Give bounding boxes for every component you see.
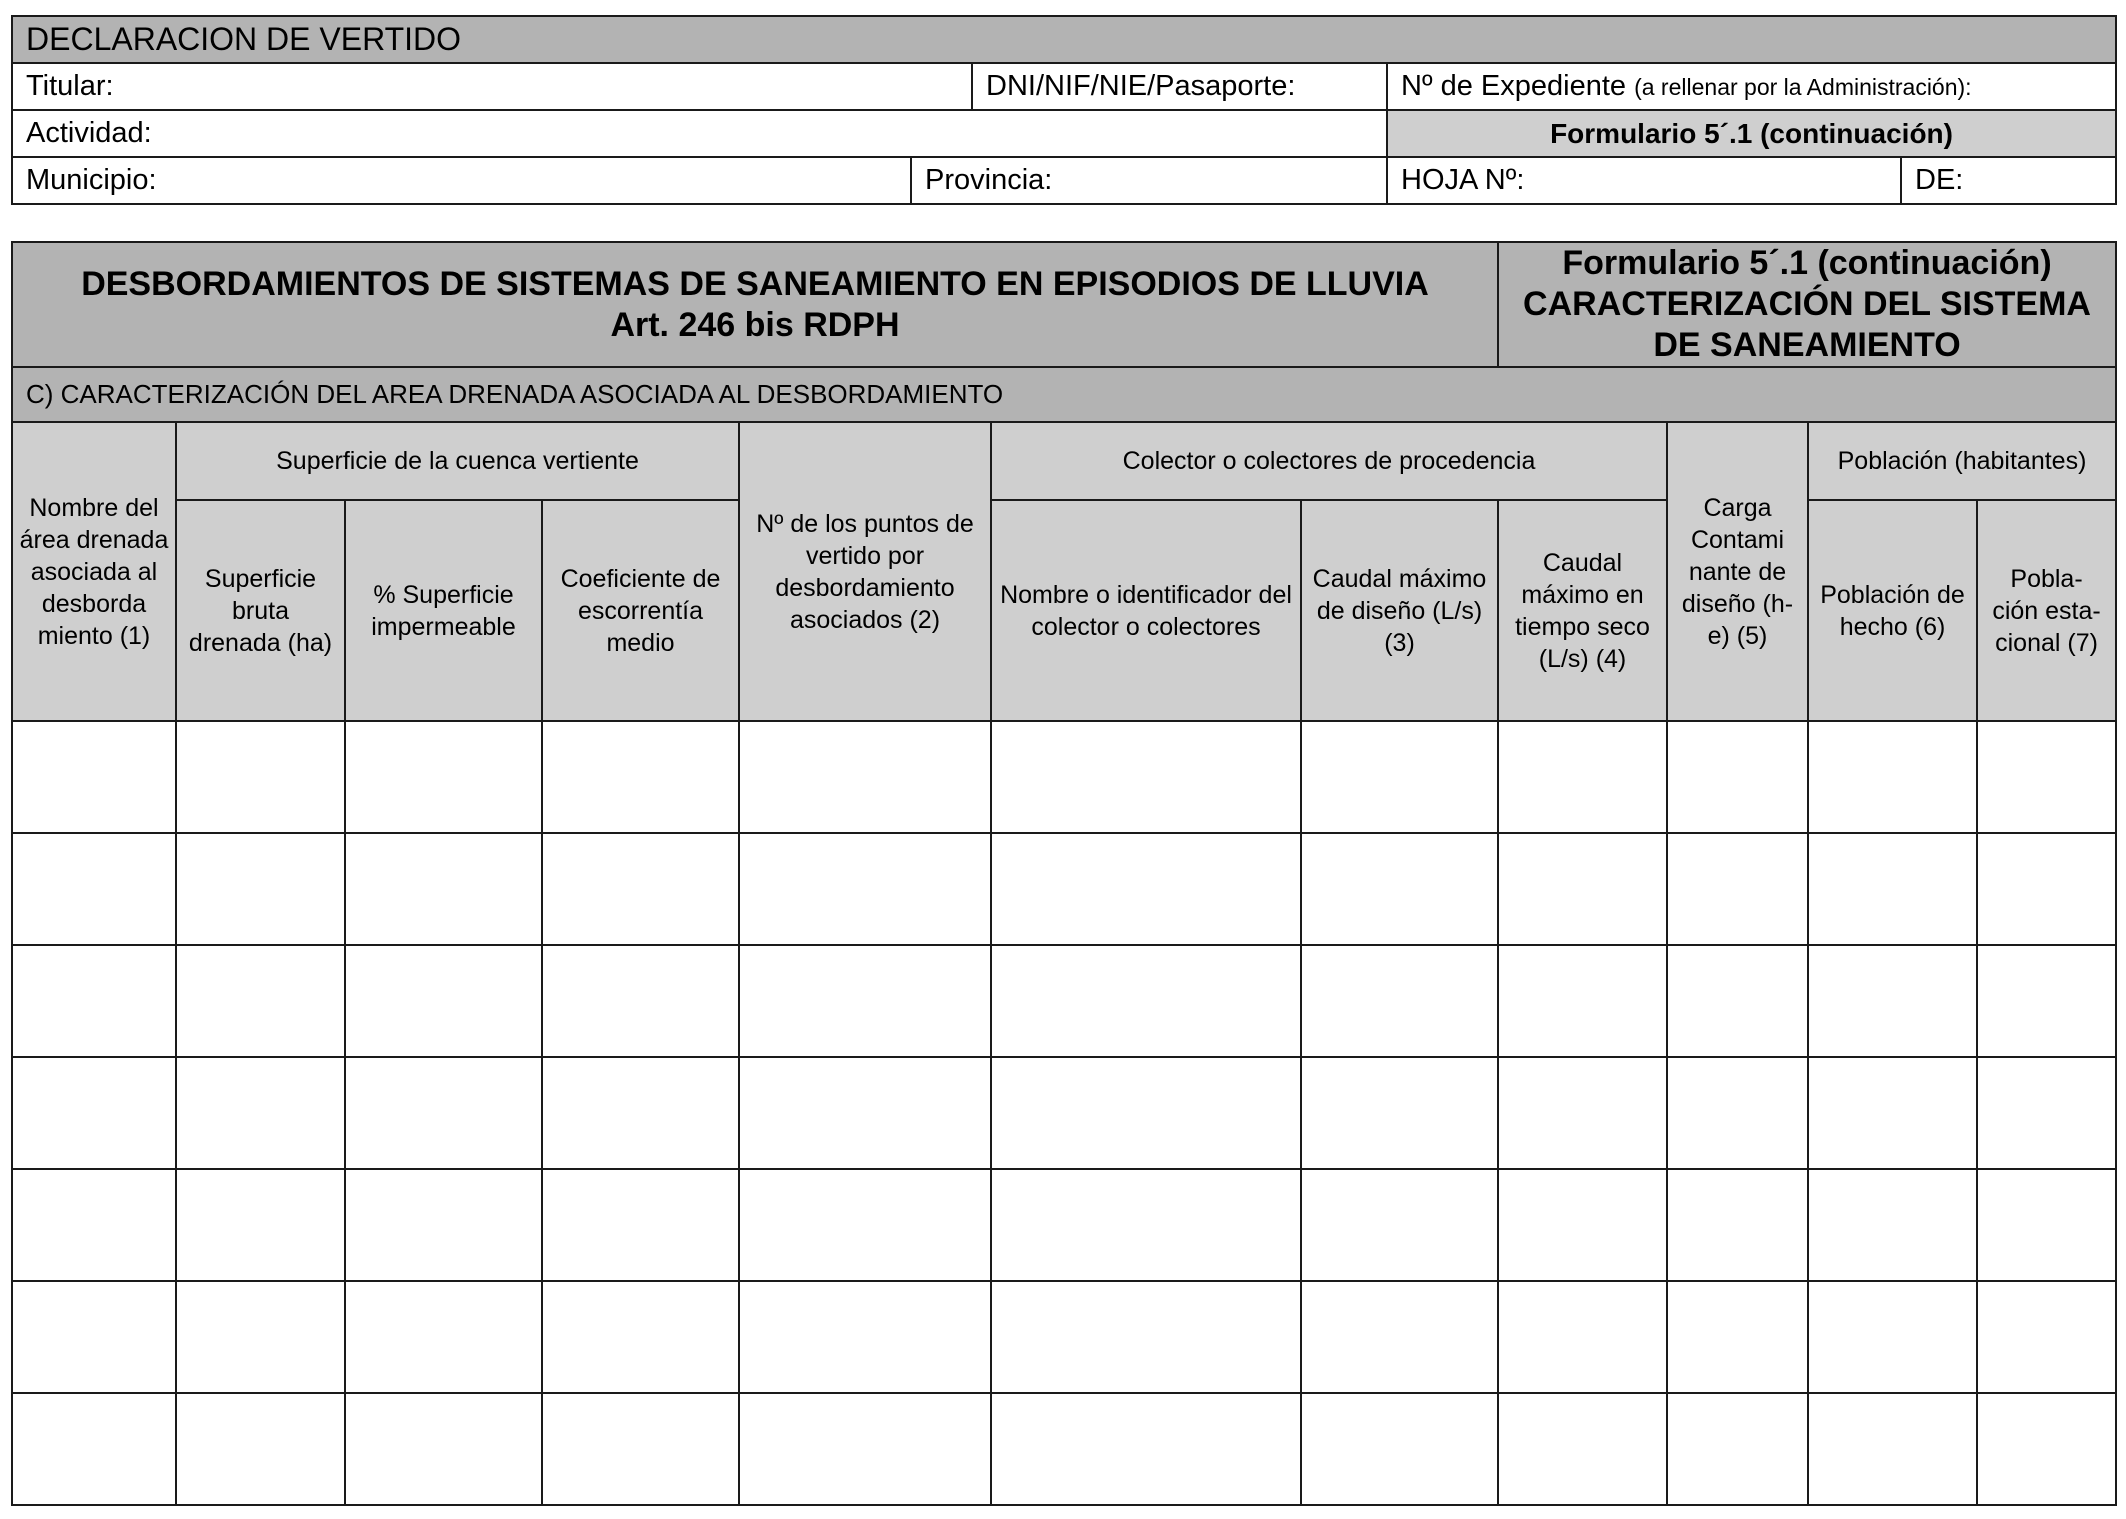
table-cell[interactable] [176, 1057, 345, 1169]
table-cell[interactable] [1301, 1393, 1498, 1505]
titular-field[interactable] [12, 63, 972, 110]
table-cell[interactable] [739, 1281, 991, 1393]
table-cell[interactable] [12, 833, 176, 945]
table-cell[interactable] [12, 1169, 176, 1281]
table-cell[interactable] [1301, 833, 1498, 945]
table-cell[interactable] [739, 945, 991, 1057]
col-group-cuenca: Superficie de la cuenca vertiente [176, 422, 739, 500]
table-cell[interactable] [1667, 1169, 1808, 1281]
table-cell[interactable] [991, 1281, 1301, 1393]
table-row [12, 833, 2116, 945]
table-cell[interactable] [176, 833, 345, 945]
table-cell[interactable] [12, 1057, 176, 1169]
table-cell[interactable] [991, 833, 1301, 945]
id-document-field[interactable] [972, 63, 1387, 110]
de-field[interactable] [1901, 157, 2116, 204]
table-cell[interactable] [739, 1393, 991, 1505]
table-cell[interactable] [542, 1281, 739, 1393]
municipio-label: Municipio: [26, 164, 157, 196]
table-cell[interactable] [1667, 1393, 1808, 1505]
table-cell[interactable] [542, 1169, 739, 1281]
table-cell[interactable] [1667, 1057, 1808, 1169]
col-caudal-diseno: Caudal máximo de diseño (L/s) (3) [1301, 500, 1498, 721]
table-cell[interactable] [739, 1057, 991, 1169]
table-cell[interactable] [1301, 1057, 1498, 1169]
table-cell[interactable] [1808, 1281, 1977, 1393]
table-cell[interactable] [1301, 1169, 1498, 1281]
table-cell[interactable] [1498, 945, 1667, 1057]
col-poblacion-hecho: Población de hecho (6) [1808, 500, 1977, 721]
table-cell[interactable] [739, 1169, 991, 1281]
table-cell[interactable] [176, 945, 345, 1057]
table-cell[interactable] [1667, 721, 1808, 833]
form-title-line1: Formulario 5´.1 (continuación) [1562, 244, 2052, 282]
table-cell[interactable] [1498, 833, 1667, 945]
col-group-colector: Colector o colectores de procedencia [991, 422, 1667, 500]
table-row [12, 1169, 2116, 1281]
table-cell[interactable] [345, 1169, 542, 1281]
characterization-table [11, 241, 2117, 1506]
table-cell[interactable] [176, 1169, 345, 1281]
col-superficie-bruta: Superficie bruta drenada (ha) [176, 500, 345, 721]
col-poblacion-estacional: Pobla- ción esta- cional (7) [1977, 500, 2116, 721]
titular-label: Titular: [26, 70, 114, 102]
actividad-field[interactable] [12, 110, 1387, 157]
table-cell[interactable] [1977, 1281, 2116, 1393]
table-cell[interactable] [1301, 721, 1498, 833]
table-row [12, 721, 2116, 833]
col-puntos-vertido: Nº de los puntos de vertido por desbordamiento asociados (2) [739, 422, 991, 721]
table-cell[interactable] [1667, 1281, 1808, 1393]
table-cell[interactable] [1808, 1169, 1977, 1281]
section-title [12, 242, 1498, 367]
form-label: Formulario 5´.1 (continuación) [1387, 110, 2116, 157]
col-carga-contaminante: Carga Contami nante de diseño (h-e) (5) [1667, 422, 1808, 721]
data-rows [12, 721, 2116, 1505]
table-cell[interactable] [991, 1169, 1301, 1281]
de-label: DE: [1915, 164, 1964, 196]
col-area-name: Nombre del área drenada asociada al desborda miento (1) [12, 422, 176, 721]
table-cell[interactable] [542, 1057, 739, 1169]
table-cell[interactable] [542, 1393, 739, 1505]
table-cell[interactable] [1808, 833, 1977, 945]
table-cell[interactable] [345, 1057, 542, 1169]
table-cell[interactable] [991, 1393, 1301, 1505]
table-cell[interactable] [1301, 1281, 1498, 1393]
subsection-title: C) CARACTERIZACIÓN DEL AREA DRENADA ASOCIADA AL DESBORDAMIENTO [12, 367, 2116, 422]
form-title [1498, 242, 2116, 367]
table-row [12, 1281, 2116, 1393]
table-cell[interactable] [991, 945, 1301, 1057]
table-cell[interactable] [345, 1281, 542, 1393]
declaration-title: DECLARACION DE VERTIDO [12, 16, 2116, 63]
id-document-label: DNI/NIF/NIE/Pasaporte: [986, 70, 1296, 102]
declaration-header [11, 15, 2117, 205]
table-cell[interactable] [12, 721, 176, 833]
section-title-line2: Art. 246 bis RDPH [610, 305, 900, 344]
hoja-label: HOJA Nº: [1401, 164, 1525, 196]
table-cell[interactable] [1498, 1281, 1667, 1393]
col-caudal-seco: Caudal máximo en tiempo seco (L/s) (4) [1498, 500, 1667, 721]
table-cell[interactable] [542, 721, 739, 833]
actividad-label: Actividad: [26, 117, 152, 149]
col-superficie-impermeable: % Superficie impermeable [345, 500, 542, 721]
expediente-note: (a rellenar por la Administración): [1634, 74, 1972, 100]
hoja-field[interactable] [1387, 157, 1901, 204]
table-cell[interactable] [1667, 833, 1808, 945]
table-cell[interactable] [12, 1281, 176, 1393]
table-cell[interactable] [1977, 1057, 2116, 1169]
table-cell[interactable] [345, 945, 542, 1057]
col-colector-nombre: Nombre o identificador del colector o colectores [991, 500, 1301, 721]
table-cell[interactable] [345, 1393, 542, 1505]
table-cell[interactable] [542, 833, 739, 945]
table-cell[interactable] [1977, 833, 2116, 945]
expediente-field [1387, 63, 2116, 110]
table-cell[interactable] [1808, 1393, 1977, 1505]
table-cell[interactable] [542, 945, 739, 1057]
table-cell[interactable] [1498, 1169, 1667, 1281]
table-cell[interactable] [176, 1281, 345, 1393]
table-cell[interactable] [345, 833, 542, 945]
table-cell[interactable] [1977, 721, 2116, 833]
table-cell[interactable] [1977, 945, 2116, 1057]
provincia-label: Provincia: [925, 164, 1053, 196]
expediente-label: Nº de Expediente [1401, 70, 1627, 102]
table-cell[interactable] [1498, 1393, 1667, 1505]
section-title-line1: DESBORDAMIENTOS DE SISTEMAS DE SANEAMIENTO EN EPISODIOS DE LLUVIA [81, 264, 1429, 303]
table-cell[interactable] [991, 1057, 1301, 1169]
table-cell[interactable] [176, 1393, 345, 1505]
municipio-field[interactable] [12, 157, 911, 204]
table-cell[interactable] [739, 833, 991, 945]
table-cell[interactable] [176, 721, 345, 833]
table-cell[interactable] [1977, 1169, 2116, 1281]
col-group-poblacion: Población (habitantes) [1808, 422, 2116, 500]
table-row [12, 1057, 2116, 1169]
table-row [12, 1393, 2116, 1505]
table-row [12, 945, 2116, 1057]
table-cell[interactable] [739, 721, 991, 833]
table-cell[interactable] [1977, 1393, 2116, 1505]
table-cell[interactable] [1808, 721, 1977, 833]
table-cell[interactable] [1808, 1057, 1977, 1169]
table-cell[interactable] [991, 721, 1301, 833]
table-cell[interactable] [1498, 1057, 1667, 1169]
table-cell[interactable] [345, 721, 542, 833]
table-cell[interactable] [1301, 945, 1498, 1057]
table-cell[interactable] [12, 945, 176, 1057]
provincia-field[interactable] [911, 157, 1387, 204]
table-cell[interactable] [12, 1393, 176, 1505]
table-cell[interactable] [1808, 945, 1977, 1057]
table-cell[interactable] [1498, 721, 1667, 833]
col-coeficiente-escorrentia: Coeficiente de escorrentía medio [542, 500, 739, 721]
form-title-line2: CARACTERIZACIÓN DEL SISTEMA DE SANEAMIENTO [1523, 285, 2091, 364]
table-cell[interactable] [1667, 945, 1808, 1057]
